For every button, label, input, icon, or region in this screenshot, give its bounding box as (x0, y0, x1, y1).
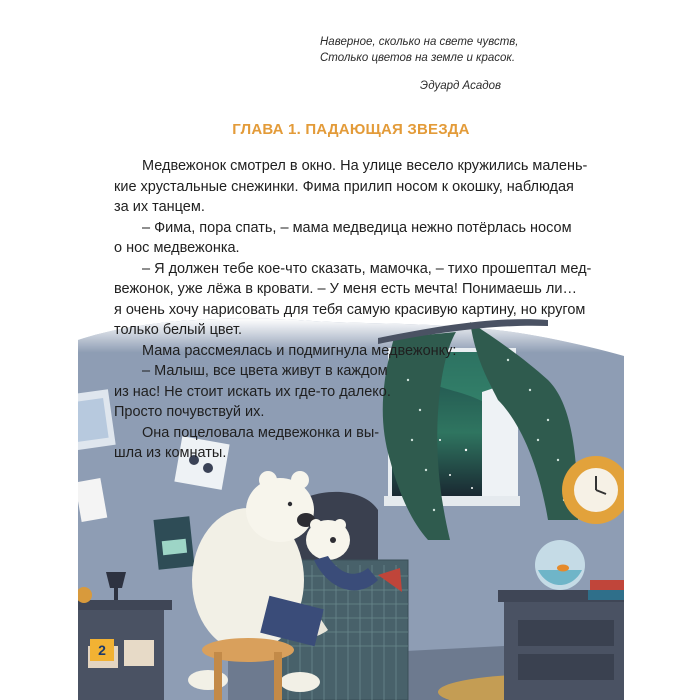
epigraph-line: Столько цветов на земле и красок. (320, 52, 516, 64)
wall-picture-3 (153, 516, 194, 569)
epigraph-author: Эдуард Асадов (420, 80, 501, 92)
story-text (114, 156, 594, 464)
text-line: – Малыш, все цвета живут в каждом (142, 363, 388, 379)
page-number: 2 (90, 639, 114, 661)
text-line: – Я должен тебе кое-что сказать, мамочка, – тихо прошептал мед- (142, 260, 592, 277)
text-line: Она поцеловала медвежонка и вы- (142, 424, 380, 441)
fishbowl-icon (535, 540, 585, 590)
text-line: Просто почувствуй их. (114, 404, 265, 420)
text-line: вежонок, уже лёжа в кровати. – У меня есть мечта! Понимаешь ли… (114, 281, 577, 297)
chapter-title: ГЛАВА 1. ПАДАЮЩАЯ ЗВЕЗДА (232, 121, 470, 138)
text-line: кие хрустальные снежинки. Фима прилип носом к окошку, наблюдая (114, 178, 574, 195)
text-line: я очень хочу нарисовать для тебя самую красивую картину, но кругом (114, 301, 586, 318)
text-line: из нас! Не стоит искать их где-то далеко. (114, 383, 391, 400)
text-line: за их танцем. (114, 199, 205, 215)
text-line: Медвежонок смотрел в окно. На улице весело кружились малень- (142, 158, 588, 174)
text-line: Мама рассмеялась и подмигнула медвежонку: (142, 342, 457, 359)
text-line: шла из комнаты. (114, 445, 227, 461)
text-line: – Фима, пора спать, – мама медведица нежно потёрлась носом (142, 219, 572, 236)
text-line: о нос медвежонка. (114, 240, 240, 256)
book-page (78, 20, 624, 700)
epigraph-line: Наверное, сколько на свете чувств, (320, 36, 519, 48)
epigraph (320, 34, 580, 94)
text-line: только белый цвет. (114, 322, 243, 338)
